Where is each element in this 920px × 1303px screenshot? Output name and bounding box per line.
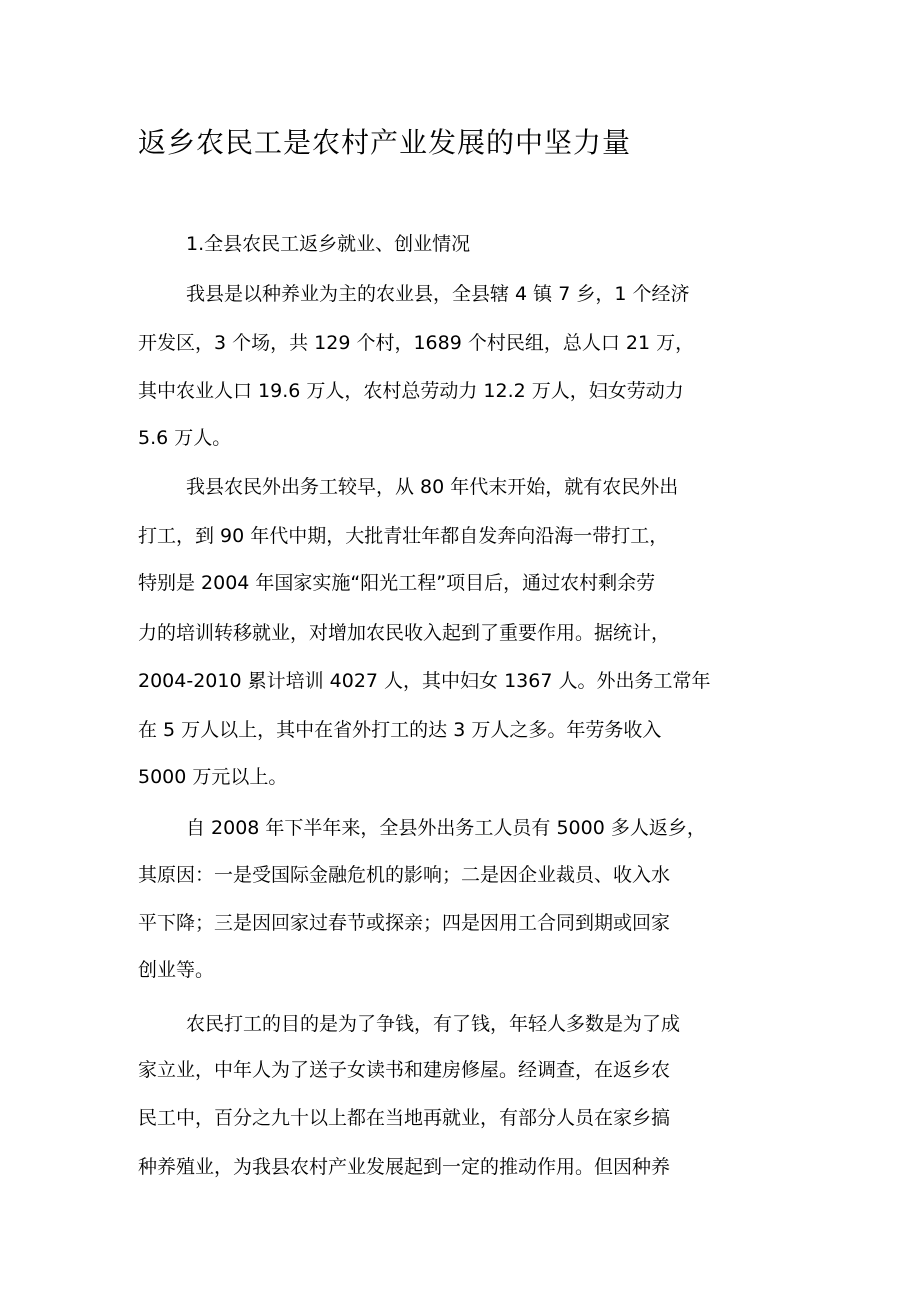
paragraph-line: 5000 万元以上。	[138, 766, 288, 788]
paragraph-line: 平下降；三是因回家过春节或探亲；四是因用工合同到期或回家	[138, 912, 671, 934]
paragraph-line: 特别是 2004 年国家实施“阳光工程”项目后，通过农村剩余劳	[138, 572, 656, 594]
paragraph-line: 我县农民外出务工较早，从 80 年代末开始，就有农民外出	[186, 476, 679, 498]
paragraph-line: 打工，到 90 年代中期，大批青壮年都自发奔向沿海一带打工，	[138, 525, 669, 547]
paragraph-line: 家立业，中年人为了送子女读书和建房修屋。经调查，在返乡农	[138, 1059, 671, 1081]
paragraph-line: 开发区，3 个场，共 129 个村，1689 个村民组，总人口 21 万，	[138, 332, 695, 354]
paragraph-line: 种养殖业，为我县农村产业发展起到一定的推动作用。但因种养	[138, 1156, 671, 1178]
paragraph-line: 其原因：一是受国际金融危机的影响；二是因企业裁员、收入水	[138, 864, 671, 886]
paragraph-line: 民工中，百分之九十以上都在当地再就业，有部分人员在家乡搞	[138, 1107, 671, 1129]
paragraph-line: 在 5 万人以上，其中在省外打工的达 3 万人之多。年劳务收入	[138, 719, 662, 741]
paragraph-line: 2004-2010 累计培训 4027 人，其中妇女 1367 人。外出务工常年	[138, 670, 711, 692]
paragraph-line: 农民打工的目的是为了争钱，有了钱，年轻人多数是为了成	[186, 1013, 681, 1035]
section-heading: 1.全县农民工返乡就业、创业情况	[186, 233, 471, 255]
paragraph-line: 自 2008 年下半年来，全县外出务工人员有 5000 多人返乡，	[186, 817, 706, 839]
paragraph-line: 创业等。	[138, 959, 215, 981]
paragraph-line: 力的培训转移就业，对增加农民收入起到了重要作用。据统计，	[138, 622, 671, 644]
paragraph-line: 其中农业人口 19.6 万人，农村总劳动力 12.2 万人，妇女劳动力	[138, 380, 684, 402]
paragraph-line: 我县是以种养业为主的农业县，全县辖 4 镇 7 乡，1 个经济	[186, 283, 690, 305]
paragraph-line: 5.6 万人。	[138, 427, 232, 449]
document-title: 返乡农民工是农村产业发展的中坚力量	[138, 126, 632, 159]
